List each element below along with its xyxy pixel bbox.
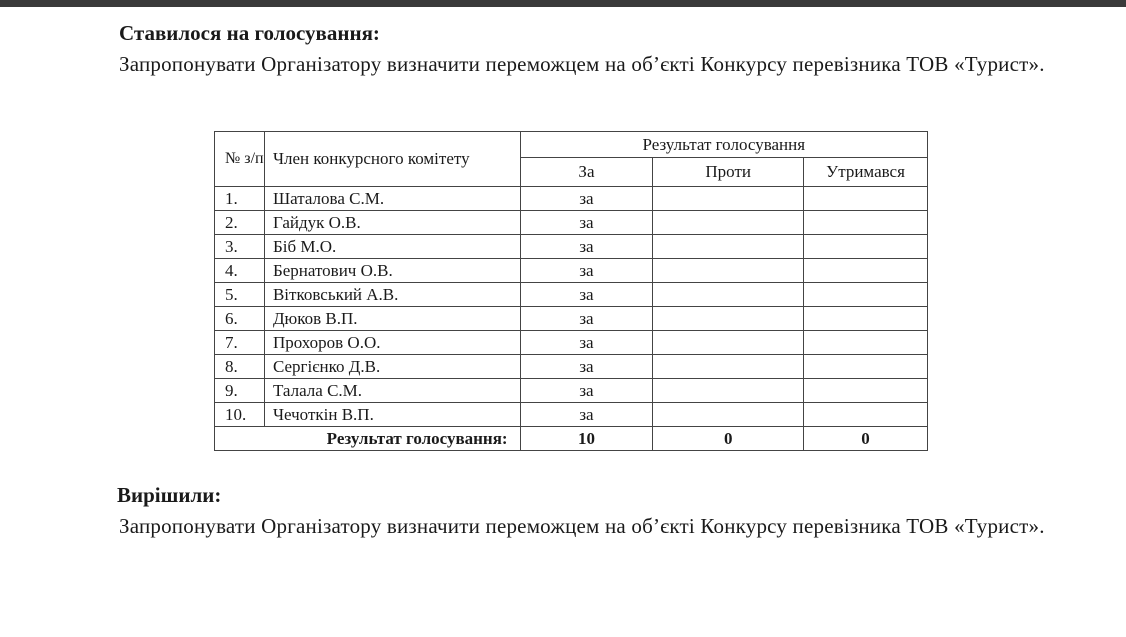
vote-abstained [804, 403, 928, 427]
member-name: Чечоткін В.П. [264, 403, 520, 427]
vote-abstained [804, 235, 928, 259]
member-name: Гайдук О.В. [264, 211, 520, 235]
member-name: Дюков В.П. [264, 307, 520, 331]
row-number: 9. [215, 379, 265, 403]
vote-against [653, 187, 804, 211]
vote-against [653, 211, 804, 235]
header-abstained: Утримався [804, 158, 928, 187]
vote-abstained [804, 259, 928, 283]
member-name: Прохоров О.О. [264, 331, 520, 355]
row-number: 6. [215, 307, 265, 331]
vote-against [653, 379, 804, 403]
header-member: Член конкурсного комітету [264, 132, 520, 187]
member-name: Бернатович О.В. [264, 259, 520, 283]
vote-abstained [804, 307, 928, 331]
table-row [215, 187, 928, 211]
vote-abstained [804, 187, 928, 211]
row-number: 4. [215, 259, 265, 283]
section-heading-decided: Вирішили: [117, 483, 222, 507]
vote-against [653, 355, 804, 379]
vote-for: за [520, 403, 653, 427]
vote-for: за [520, 307, 653, 331]
header-against: Проти [653, 158, 804, 187]
table-row [215, 403, 928, 427]
member-name: Біб М.О. [264, 235, 520, 259]
total-for: 10 [520, 427, 653, 451]
vote-for: за [520, 331, 653, 355]
header-number: № з/п [215, 132, 265, 187]
vote-abstained [804, 331, 928, 355]
member-name: Вітковський А.В. [264, 283, 520, 307]
vote-for: за [520, 211, 653, 235]
table-row [215, 379, 928, 403]
row-number: 8. [215, 355, 265, 379]
vote-against [653, 283, 804, 307]
vote-against [653, 235, 804, 259]
vote-for: за [520, 259, 653, 283]
member-name: Сергієнко Д.В. [264, 355, 520, 379]
member-name: Шаталова С.М. [264, 187, 520, 211]
row-number: 10. [215, 403, 265, 427]
vote-for: за [520, 283, 653, 307]
table-row [215, 331, 928, 355]
decision-text: Запропонувати Організатору визначити переможцем на об’єкті Конкурсу перевізника ТОВ «Турист». [119, 514, 1045, 538]
header-for: За [520, 158, 653, 187]
header-result-group: Результат голосування [520, 132, 927, 158]
top-bar [0, 0, 1126, 7]
vote-abstained [804, 355, 928, 379]
vote-abstained [804, 211, 928, 235]
row-number: 3. [215, 235, 265, 259]
table-row [215, 283, 928, 307]
vote-for: за [520, 379, 653, 403]
vote-against [653, 331, 804, 355]
member-name: Талала С.М. [264, 379, 520, 403]
table-row [215, 211, 928, 235]
section-heading-voting: Ставилося на голосування: [119, 21, 380, 45]
total-abstained: 0 [804, 427, 928, 451]
total-against: 0 [653, 427, 804, 451]
vote-against [653, 259, 804, 283]
row-number: 5. [215, 283, 265, 307]
totals-row [215, 427, 928, 451]
table-row [215, 259, 928, 283]
table-row [215, 355, 928, 379]
vote-for: за [520, 187, 653, 211]
voting-proposal-text: Запропонувати Організатору визначити переможцем на об’єкті Конкурсу перевізника ТОВ «Турист». [119, 52, 1045, 76]
vote-for: за [520, 235, 653, 259]
row-number: 7. [215, 331, 265, 355]
table-row [215, 307, 928, 331]
vote-abstained [804, 283, 928, 307]
voting-table [214, 131, 928, 451]
vote-against [653, 307, 804, 331]
row-number: 2. [215, 211, 265, 235]
vote-abstained [804, 379, 928, 403]
vote-against [653, 403, 804, 427]
row-number: 1. [215, 187, 265, 211]
vote-for: за [520, 355, 653, 379]
table-row [215, 235, 928, 259]
totals-label: Результат голосування: [215, 427, 521, 451]
